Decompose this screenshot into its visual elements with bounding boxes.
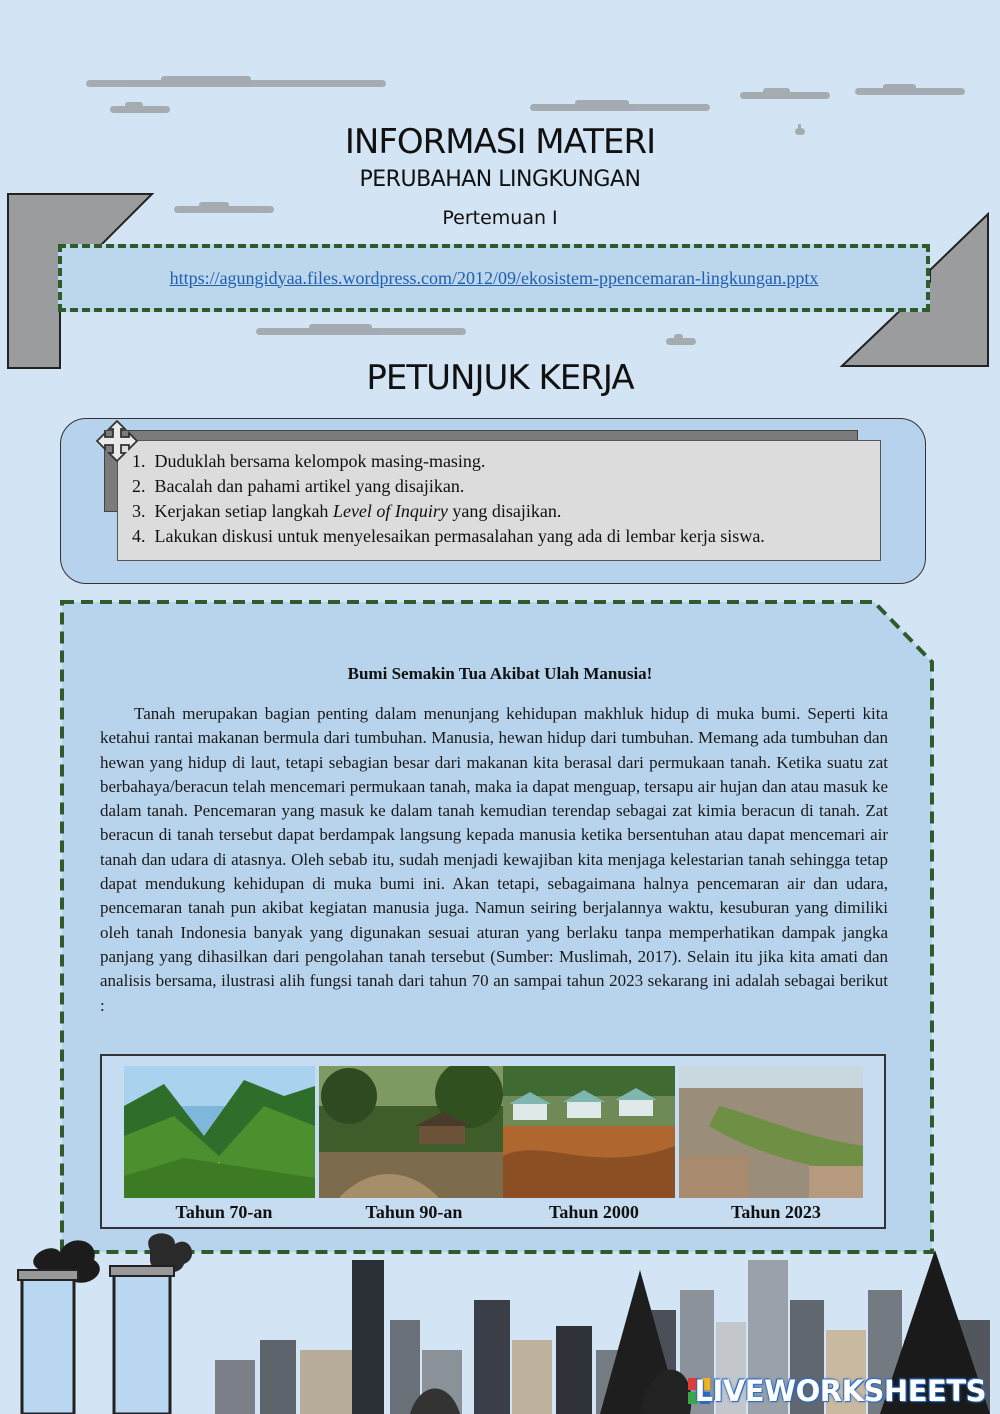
instruction-text-after: yang disajikan. xyxy=(447,501,562,521)
instruction-item xyxy=(132,524,880,549)
cloud-decoration xyxy=(256,328,466,335)
instruction-number: 3. xyxy=(132,501,146,521)
photo-1990s-forest-house xyxy=(319,1066,503,1198)
cloud-decoration xyxy=(110,106,170,113)
instruction-item xyxy=(132,449,880,474)
caption-1990s: Tahun 90-an xyxy=(365,1202,463,1222)
move-icon[interactable] xyxy=(96,420,138,462)
instruction-emphasis: Level of Inquiry xyxy=(332,501,448,521)
page-title: INFORMASI MATERI xyxy=(344,122,656,162)
article-body: Tanah merupakan bagian penting dalam menunjang kehidupan makhluk hidup di muka bumi. Seperti kita ketahui rantai makanan bermula dari tumbuhan. Manusia, hewan hidup dari tumbuhan. Memang ada tumbuhan dan hewan yang hidup di laut, tetapi sebagian besar dari makanan kita berasal dari permukaan tanah. Ketika suatu zat berbahaya/beracun telah mencemari permukaan tanah, maka ia dapat menguap, tersapu air hujan dan atau masuk ke dalam tanah. Pencemaran yang masuk ke dalam tanah kemudian terendap sebagai zat kimia beracun di tanah. Zat beracun di tanah tersebut dapat berdampak langsung kepada manusia ketika bersentuhan atau dapat mencemari air tanah dan udara di atasnya. Oleh sebab itu, sudah menjadi kewajiban kita menjaga kelestarian tanah sehingga tetap dapat mendukung kehidupan di muka bumi ini. Akan tetapi, sebagaimana halnya pencemaran air dan udara, pencemaran tanah pun akibat kegiatan manusia juga. Namun seiring berjalannya waktu, kesuburan yang dimiliki oleh tanah Indonesia banyak yang digunakan sesuai aturan yang berlaku tanpa memperhatikan dampak jangka panjang yang dihasilkan dari pengolahan tanah tersebut (Sumber: Muslimah, 2017). Selain itu jika kita amati dan analisis bersama, ilustrasi alih fungsi tanah dari tahun 70 an sampai tahun 2023 sekarang ini adalah sebagai berikut : xyxy=(100,704,888,1015)
instruction-item xyxy=(132,474,880,499)
cloud-decoration xyxy=(530,104,710,111)
caption-2023: Tahun 2023 xyxy=(731,1202,821,1222)
caption-2000: Tahun 2000 xyxy=(549,1202,639,1222)
cloud-decoration xyxy=(855,88,965,95)
photo-2023-aerial-city xyxy=(679,1066,863,1198)
material-link[interactable]: https://agungidyaa.files.wordpress.com/2012/09/ekosistem-ppencemaran-lingkungan.pptx xyxy=(169,267,819,288)
instruction-text: Duduklah bersama kelompok masing-masing. xyxy=(154,451,486,471)
instruction-text: Lakukan diskusi untuk menyelesaikan permasalahan yang ada di lembar kerja siswa. xyxy=(154,526,765,546)
instructions-list-box xyxy=(117,440,881,561)
page-subtitle: PERUBAHAN LINGKUNGAN xyxy=(359,167,641,192)
watermark-text: LIVEWORKSHEETS xyxy=(694,1374,986,1408)
instruction-item xyxy=(132,499,880,524)
instruction-number: 2. xyxy=(132,476,146,496)
instructions-heading: PETUNJUK KERJA xyxy=(366,358,634,398)
instruction-text: Kerjakan setiap langkah xyxy=(154,501,333,521)
instruction-text: Bacalah dan pahami artikel yang disajikan. xyxy=(154,476,465,496)
cloud-decoration xyxy=(86,80,386,87)
cloud-decoration xyxy=(666,338,696,345)
meeting-label: Pertemuan I xyxy=(442,207,558,229)
instructions-list xyxy=(132,449,880,549)
photo-1970s-mountains xyxy=(124,1066,315,1198)
link-box xyxy=(58,244,930,312)
instruction-number: 1. xyxy=(132,451,146,471)
photo-2000-housing-cleared-land xyxy=(503,1066,675,1198)
article-title: Bumi Semakin Tua Akibat Ulah Manusia! xyxy=(347,664,653,683)
instruction-number: 4. xyxy=(132,526,146,546)
caption-1970s: Tahun 70-an xyxy=(175,1202,273,1222)
cloud-decoration xyxy=(740,92,830,99)
